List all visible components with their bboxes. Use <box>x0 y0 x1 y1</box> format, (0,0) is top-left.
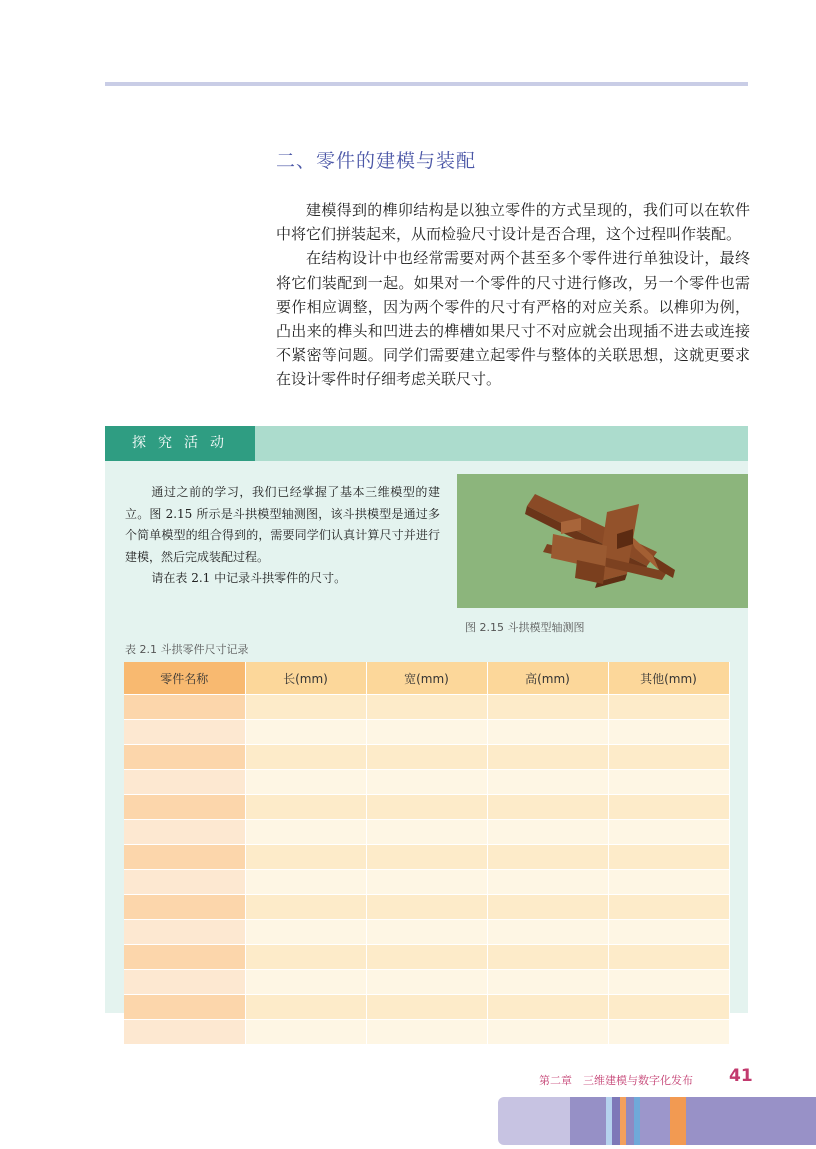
table-row <box>124 695 729 720</box>
table-row <box>124 745 729 770</box>
dimension-cell <box>487 995 608 1020</box>
dimension-cell <box>245 895 366 920</box>
dimension-cell <box>487 1020 608 1045</box>
dimension-cell <box>366 995 487 1020</box>
dimension-cell <box>366 870 487 895</box>
dimension-cell <box>608 995 729 1020</box>
body-text <box>276 198 750 392</box>
dimension-cell <box>487 795 608 820</box>
table-body <box>124 695 729 1045</box>
dimension-cell <box>487 895 608 920</box>
part-name-cell <box>124 795 245 820</box>
part-name-cell <box>124 845 245 870</box>
col-header-other: 其他(mm) <box>608 662 729 695</box>
table-row <box>124 795 729 820</box>
part-name-cell <box>124 870 245 895</box>
activity-text <box>125 482 440 590</box>
paragraph: 建模得到的榫卯结构是以独立零件的方式呈现的，我们可以在软件中将它们拼装起来，从而检验尺寸设计是否合理，这个过程叫作装配。 <box>276 201 750 244</box>
footer-decoration <box>498 1097 816 1145</box>
part-name-cell <box>124 970 245 995</box>
figure-caption: 图 2.15 斗拱模型轴测图 <box>465 621 585 634</box>
part-name-cell <box>124 770 245 795</box>
dougong-model-figure <box>457 474 748 608</box>
dimension-cell <box>366 770 487 795</box>
activity-tab-label: 探究活动 <box>105 426 255 461</box>
page-number: 41 <box>729 1066 753 1086</box>
table-row <box>124 920 729 945</box>
dimension-cell <box>245 795 366 820</box>
dimension-cell <box>608 745 729 770</box>
part-name-cell <box>124 1020 245 1045</box>
dimension-cell <box>487 720 608 745</box>
dimension-cell <box>245 970 366 995</box>
table-row <box>124 870 729 895</box>
dimension-cell <box>245 720 366 745</box>
table-row <box>124 1020 729 1045</box>
dimension-cell <box>487 870 608 895</box>
dimension-cell <box>245 995 366 1020</box>
dimension-cell <box>245 745 366 770</box>
dimension-cell <box>245 820 366 845</box>
dimension-cell <box>608 970 729 995</box>
dimension-cell <box>608 720 729 745</box>
col-header-length: 长(mm) <box>245 662 366 695</box>
activity-header-bar <box>105 426 748 461</box>
table-row <box>124 770 729 795</box>
footer-chapter-title: 第二章 三维建模与数字化发布 <box>539 1074 693 1087</box>
part-name-cell <box>124 945 245 970</box>
dimension-cell <box>608 945 729 970</box>
dimension-cell <box>608 695 729 720</box>
activity-paragraph: 请在表 2.1 中记录斗拱零件的尺寸。 <box>151 571 347 585</box>
activity-box <box>105 426 748 1013</box>
part-name-cell <box>124 695 245 720</box>
table-row <box>124 820 729 845</box>
dimension-cell <box>366 695 487 720</box>
dimension-cell <box>608 895 729 920</box>
top-divider <box>105 82 748 86</box>
dimension-cell <box>366 970 487 995</box>
dimension-cell <box>608 1020 729 1045</box>
dimension-cell <box>487 945 608 970</box>
table-row <box>124 970 729 995</box>
table-header-row <box>124 662 729 695</box>
dimension-cell <box>608 820 729 845</box>
dimension-cell <box>245 1020 366 1045</box>
dimension-cell <box>366 895 487 920</box>
dimension-cell <box>366 945 487 970</box>
dimension-cell <box>366 845 487 870</box>
dimension-cell <box>487 920 608 945</box>
activity-paragraph: 通过之前的学习，我们已经掌握了基本三维模型的建立。图 2.15 所示是斗拱模型轴测图，该斗拱模型是通过多个简单模型的组合得到的，需要同学们认真计算尺寸并进行建模，然后完成装配过程。 <box>125 485 440 564</box>
dimension-cell <box>366 795 487 820</box>
dimension-cell <box>245 945 366 970</box>
part-name-cell <box>124 820 245 845</box>
dimension-cell <box>487 970 608 995</box>
section-heading: 二、零件的建模与装配 <box>276 150 477 172</box>
dimension-cell <box>245 695 366 720</box>
dimension-cell <box>366 745 487 770</box>
table-row <box>124 895 729 920</box>
col-header-part-name: 零件名称 <box>124 662 245 695</box>
dimension-cell <box>366 920 487 945</box>
dimension-cell <box>608 920 729 945</box>
part-name-cell <box>124 920 245 945</box>
dimension-cell <box>366 1020 487 1045</box>
part-name-cell <box>124 745 245 770</box>
dimension-cell <box>245 770 366 795</box>
table-caption: 表 2.1 斗拱零件尺寸记录 <box>125 643 249 656</box>
dimension-cell <box>608 845 729 870</box>
dimension-cell <box>245 870 366 895</box>
col-header-width: 宽(mm) <box>366 662 487 695</box>
dimension-cell <box>245 920 366 945</box>
table-row <box>124 995 729 1020</box>
paragraph: 在结构设计中也经常需要对两个甚至多个零件进行单独设计，最终将它们装配到一起。如果对一个零件的尺寸进行修改，另一个零件也需要作相应调整，因为两个零件的尺寸有严格的对应关系。以榫卯为例，凸出来的榫头和凹进去的榫槽如果尺寸不对应就会出现插不进去或连接不紧密等问题。同学们需要建立起零件与整体的关联思想，这就更要求在设计零件时仔细考虑关联尺寸。 <box>276 249 750 389</box>
dimension-cell <box>487 695 608 720</box>
dimension-cell <box>487 745 608 770</box>
dougong-dimension-table <box>124 662 730 1044</box>
dimension-cell <box>487 845 608 870</box>
dimension-cell <box>366 820 487 845</box>
table-row <box>124 720 729 745</box>
dimension-cell <box>245 845 366 870</box>
dimension-cell <box>366 720 487 745</box>
table-row <box>124 845 729 870</box>
dimension-cell <box>608 770 729 795</box>
col-header-height: 高(mm) <box>487 662 608 695</box>
dimension-cell <box>608 795 729 820</box>
dimension-cell <box>487 820 608 845</box>
dimension-cell <box>487 770 608 795</box>
part-name-cell <box>124 895 245 920</box>
table-row <box>124 945 729 970</box>
dimension-cell <box>608 870 729 895</box>
part-name-cell <box>124 995 245 1020</box>
part-name-cell <box>124 720 245 745</box>
